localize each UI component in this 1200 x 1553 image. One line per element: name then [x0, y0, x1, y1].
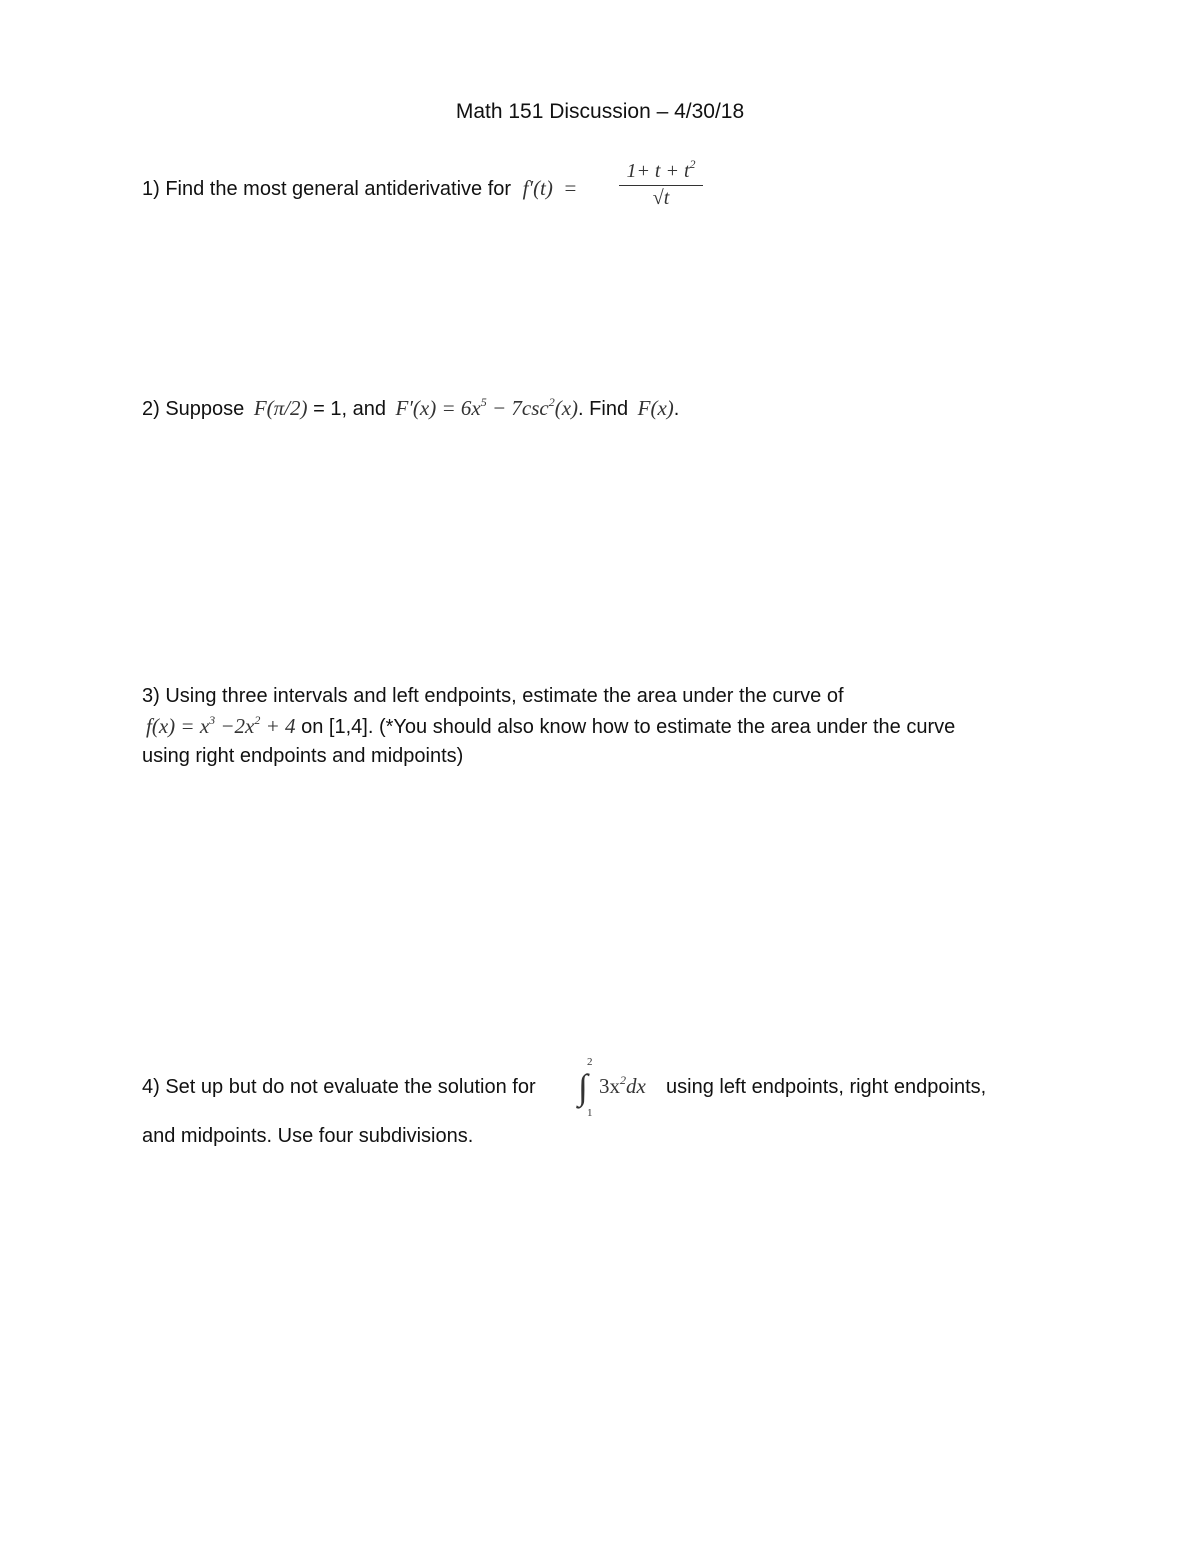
integral-sign: ∫	[578, 1067, 588, 1107]
question-4-suffix: using left endpoints, right endpoints,	[666, 1076, 987, 1098]
question-2-find: . Find	[578, 398, 629, 420]
question-3-line-2-rest: on [1,4]. (*You should also know how to estimate the area under the curve	[301, 716, 956, 738]
question-2-derivative: $F'(x) = 6x^5 - 7\csc^2(x)$	[395, 395, 579, 420]
question-3-line-3: using right endpoints and midpoints)	[142, 745, 464, 767]
integrand: $3x^2dx$	[599, 1073, 646, 1098]
integral-upper-limit: 2	[587, 1056, 593, 1068]
question-1-text: 1) Find the most general antiderivative for	[142, 178, 512, 200]
question-1-lhs: f′(t)	[522, 176, 553, 200]
question-2-target: F(x)	[637, 396, 674, 420]
question-4-line-2: and midpoints. Use four subdivisions.	[142, 1125, 474, 1147]
fraction-bar	[619, 185, 703, 186]
question-1-fraction	[619, 157, 703, 210]
question-2-end: .	[673, 398, 680, 420]
question-2	[142, 393, 679, 424]
question-3-function: $f(x) = x^3 -2x^2 + 4$	[146, 713, 296, 738]
integral-lower-limit: 1	[587, 1107, 593, 1119]
fraction-denominator: √t	[652, 187, 670, 209]
question-1	[142, 173, 576, 204]
question-4-prefix: 4) Set up but do not evaluate the solution for	[142, 1076, 536, 1098]
question-1-equals: =	[564, 176, 577, 200]
fraction-numerator: $1+ t + t^2$	[626, 157, 696, 182]
question-2-condition-rest: = 1, and	[313, 398, 386, 420]
question-4-integral	[578, 1056, 668, 1126]
page-title: Math 151 Discussion – 4/30/18	[455, 100, 745, 123]
question-3-line-2	[146, 711, 955, 742]
question-2-prefix: 2) Suppose	[142, 398, 245, 420]
question-2-condition: F(π/2)	[253, 396, 308, 420]
question-3-line-1: 3) Using three intervals and left endpoints, estimate the area under the curve of	[142, 685, 844, 707]
